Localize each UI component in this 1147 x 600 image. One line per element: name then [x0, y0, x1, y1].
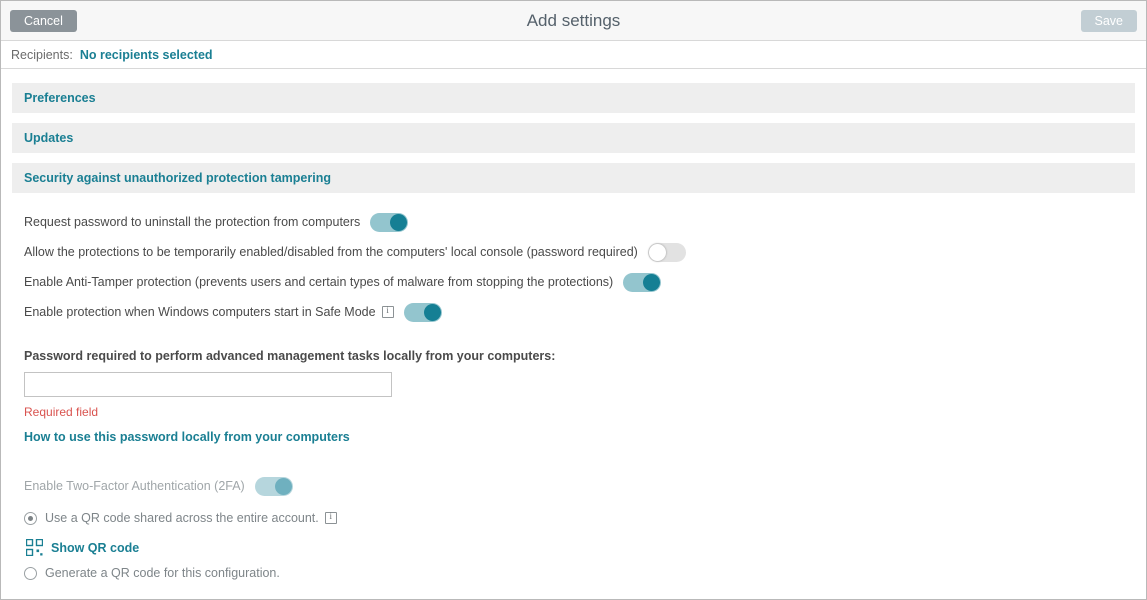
recipients-value-link[interactable]: No recipients selected [79, 47, 213, 62]
setting-row-safe-mode [24, 297, 1123, 327]
page-title: Add settings [526, 10, 621, 30]
toggle-anti-tamper[interactable] [623, 273, 661, 292]
radio-row-generate-qr[interactable] [24, 566, 1123, 580]
section-header-preferences[interactable] [12, 83, 1135, 113]
toggle-knob [649, 244, 666, 261]
toggle-safe-mode[interactable] [404, 303, 442, 322]
toggle-knob [390, 214, 407, 231]
section-label: Updates [24, 131, 74, 145]
setting-label: Request password to uninstall the protection from computers [24, 215, 361, 229]
setting-label: Enable Two-Factor Authentication (2FA) [24, 479, 245, 493]
radio-row-shared-qr[interactable] [24, 511, 1123, 525]
setting-row-anti-tamper [24, 267, 1123, 297]
setting-label: Allow the protections to be temporarily enabled/disabled from the computers' local console (password required) [24, 245, 638, 259]
save-button[interactable]: Save [1081, 10, 1138, 32]
radio-label: Use a QR code shared across the entire account. [45, 511, 319, 525]
password-help-link[interactable]: How to use this password locally from your computers [24, 430, 350, 444]
setting-label: Enable protection when Windows computers start in Safe Mode [24, 305, 376, 319]
setting-row-local-console [24, 237, 1123, 267]
password-label: Password required to perform advanced management tasks locally from your computers: [24, 349, 556, 363]
qr-code-icon [26, 539, 43, 556]
info-icon[interactable] [325, 512, 337, 524]
window-titlebar [1, 1, 1146, 41]
section-header-security[interactable] [12, 163, 1135, 193]
password-input[interactable] [24, 372, 392, 397]
recipients-label: Recipients: [11, 47, 73, 62]
info-icon[interactable] [382, 306, 394, 318]
password-block [12, 349, 1135, 444]
setting-row-two-factor [24, 471, 1123, 501]
section-label: Preferences [24, 91, 96, 105]
radio-shared-qr[interactable] [24, 512, 37, 525]
recipients-bar [1, 41, 1146, 69]
toggle-local-console[interactable] [648, 243, 686, 262]
radio-label: Generate a QR code for this configuration. [45, 566, 280, 580]
section-header-updates[interactable] [12, 123, 1135, 153]
radio-generate-qr[interactable] [24, 567, 37, 580]
password-error-text: Required field [24, 405, 99, 419]
toggle-knob [275, 478, 292, 495]
show-qr-row[interactable] [26, 539, 1123, 556]
toggle-knob [424, 304, 441, 321]
toggle-knob [643, 274, 660, 291]
show-qr-code-link[interactable]: Show QR code [51, 540, 140, 555]
toggle-two-factor[interactable] [255, 477, 293, 496]
section-label: Security against unauthorized protection tampering [24, 171, 331, 185]
setting-row-uninstall-password [24, 207, 1123, 237]
two-factor-block [12, 471, 1135, 580]
settings-content [1, 69, 1146, 580]
setting-label: Enable Anti-Tamper protection (prevents users and certain types of malware from stopping the protections) [24, 275, 614, 289]
cancel-button[interactable]: Cancel [10, 10, 77, 32]
toggle-uninstall-password[interactable] [370, 213, 408, 232]
security-toggle-list [12, 207, 1135, 327]
